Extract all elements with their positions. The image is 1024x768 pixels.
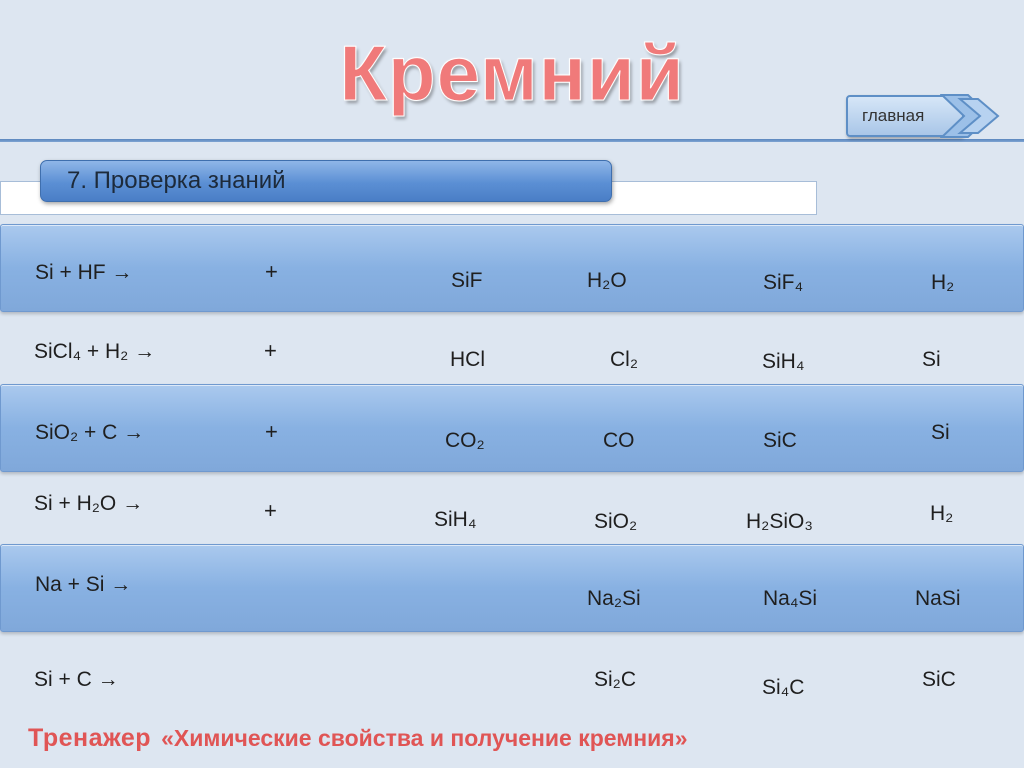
product-option[interactable]: HCl bbox=[450, 348, 485, 371]
product-option[interactable]: H₂ bbox=[930, 502, 954, 525]
section-heading: 7. Проверка знаний bbox=[40, 160, 612, 202]
product-option[interactable]: H₂ bbox=[931, 271, 955, 294]
product-option[interactable]: Na₄Si bbox=[763, 587, 818, 610]
product-option[interactable]: SiO₂ bbox=[594, 510, 638, 533]
footer-subtitle: «Химические свойства и получение кремния» bbox=[161, 725, 688, 751]
home-button[interactable]: главная bbox=[846, 95, 964, 137]
reaction-equation: Si + H₂O → bbox=[34, 492, 144, 515]
product-option[interactable]: H₂O bbox=[587, 269, 627, 292]
product-option[interactable]: Cl₂ bbox=[610, 348, 638, 371]
product-option[interactable]: CO bbox=[603, 429, 635, 452]
reaction-row bbox=[0, 632, 1024, 720]
reaction-equation: SiO₂ + C → bbox=[35, 421, 145, 444]
plus-sign: + bbox=[265, 259, 278, 284]
product-option[interactable]: SiH₄ bbox=[434, 508, 477, 531]
reaction-row bbox=[0, 384, 1024, 472]
product-option[interactable]: H₂SiO₃ bbox=[746, 510, 813, 533]
reaction-row bbox=[0, 224, 1024, 312]
product-option[interactable]: SiF₄ bbox=[763, 271, 804, 294]
product-option[interactable]: Na₂Si bbox=[587, 587, 641, 610]
header-divider bbox=[0, 139, 1024, 142]
reaction-equation: Si + HF → bbox=[35, 261, 133, 284]
product-option[interactable]: CO₂ bbox=[445, 429, 485, 452]
product-option[interactable]: Si bbox=[922, 348, 941, 371]
reaction-equation: SiCl₄ + H₂ → bbox=[34, 340, 156, 363]
reaction-row bbox=[0, 544, 1024, 632]
plus-sign: + bbox=[264, 498, 277, 523]
product-option[interactable]: NaSi bbox=[915, 587, 961, 610]
reaction-equation: Si + C → bbox=[34, 668, 119, 691]
footer-caption bbox=[28, 724, 688, 753]
reaction-equation: Na + Si → bbox=[35, 573, 132, 596]
plus-sign: + bbox=[264, 338, 277, 363]
product-option[interactable]: Si bbox=[931, 421, 950, 444]
product-option[interactable]: SiC bbox=[763, 429, 797, 452]
page-title: Кремний bbox=[339, 29, 685, 117]
footer-title: Тренажер bbox=[28, 724, 152, 752]
chevron-right-icon[interactable] bbox=[940, 93, 1002, 139]
product-option[interactable]: SiH₄ bbox=[762, 350, 805, 373]
product-option[interactable]: SiC bbox=[922, 668, 956, 691]
product-option[interactable]: SiF bbox=[451, 269, 483, 292]
plus-sign: + bbox=[265, 419, 278, 444]
product-option[interactable]: Si₂C bbox=[594, 668, 636, 691]
product-option[interactable]: Si₄C bbox=[762, 676, 805, 699]
